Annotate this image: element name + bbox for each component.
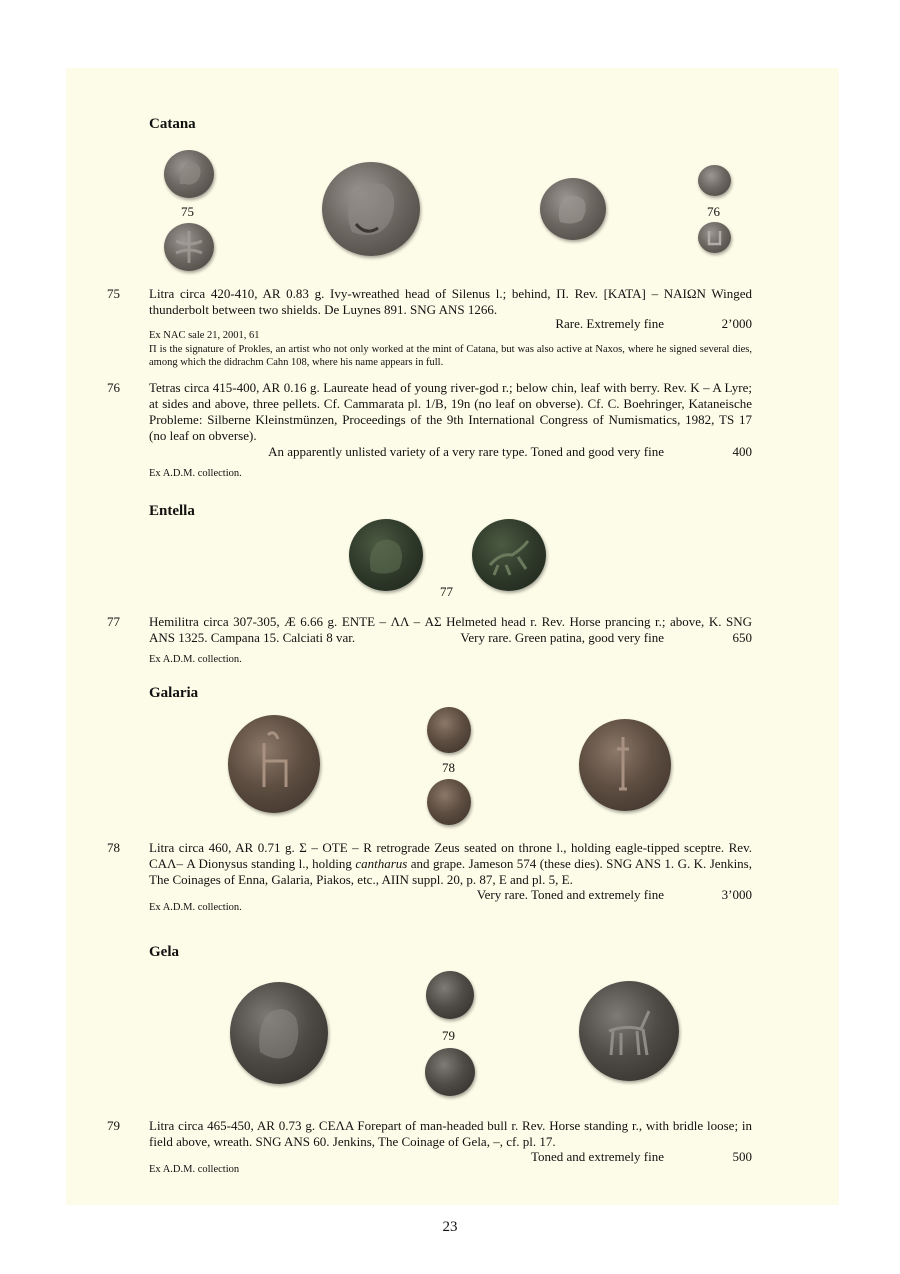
coin-75-obverse-image (164, 150, 214, 198)
page-number: 23 (442, 1219, 458, 1235)
coin-78-reverse-image (427, 779, 471, 825)
lot-description-text: Litra circa 460, AR 0.71 g. Σ – OTE – R retrograde Zeus seated on throne l., holding eagle-tipped sceptre. Rev. CAΛ– A Dionysus standing l., holding (149, 840, 752, 871)
coin-78-reverse-enlargement-image (579, 719, 671, 811)
coin-75-reverse-image (164, 223, 214, 271)
lot-description: Tetras circa 415-400, AR 0.16 g. Laureate head of young river-god r.; below chin, leaf with berry. Rev. K – A Lyre; at sides and above, three pellets. Cf. Cammarata pl. 1/B, 19n (no leaf on obverse). Cf. C. Boehringer, Kataneische Probleme: Silberne Kleinstmünzen, Proceedings of the 9th International Congress of Numismatics, 1982, TS 17 (no leaf on obverse). (149, 380, 752, 443)
lot-condition: Toned and extremely fine (530, 1149, 664, 1164)
coin-78-obverse-image (427, 707, 471, 753)
lot-provenance: Ex A.D.M. collection (149, 1164, 240, 1175)
section-heading-catana: Catana (149, 116, 196, 132)
section-heading-galaria: Galaria (149, 685, 199, 701)
lot-condition: An apparently unlisted variety of a very rare type. Toned and good very fine (268, 444, 664, 459)
lot-description: Litra circa 465-450, AR 0.73 g. CEΛA Forepart of man-headed bull r. Rev. Horse standing r., with bridle loose; in field above, wreath. SNG ANS 60. Jenkins, The Coinage of Gela, –, cf. pl. 17. (149, 1118, 752, 1149)
lot-number: 77 (107, 614, 120, 629)
coin-76-enlargement-image (540, 178, 606, 240)
lot-price: 400 (732, 444, 752, 459)
coin-76-reverse-image (698, 222, 731, 253)
lot-condition: Very rare. Green patina, good very fine (460, 630, 664, 645)
lot-number: 79 (107, 1118, 120, 1133)
coin-number-label: 77 (440, 584, 453, 599)
lot-provenance: Ex A.D.M. collection. (149, 654, 242, 665)
coin-77-reverse-image (472, 519, 546, 591)
lot-price: 3’000 (721, 887, 752, 902)
section-heading-gela: Gela (149, 944, 179, 960)
coin-75-enlargement-image (322, 162, 420, 256)
coin-77-obverse-image (349, 519, 423, 591)
lot-description: Litra circa 420-410, AR 0.83 g. Ivy-wreathed head of Silenus l.; behind, Π. Rev. [KATA] – NAIΩN Winged thunderbolt between two shields. De Luynes 891. SNG ANS 1266. (149, 286, 752, 317)
lot-condition: Very rare. Toned and extremely fine (476, 887, 664, 902)
coin-number-label: 79 (442, 1028, 455, 1043)
lot-price: 2’000 (721, 316, 752, 331)
coin-79-reverse-image (425, 1048, 475, 1096)
lot-number: 75 (107, 286, 120, 301)
lot-number: 76 (107, 380, 120, 395)
lot-description (149, 840, 752, 888)
coin-78-obverse-enlargement-image (228, 715, 320, 813)
coin-79-reverse-enlargement-image (579, 981, 679, 1081)
lot-note: Π is the signature of Prokles, an artist who not only worked at the mint of Catana, but was also active at Naxos, where he signed several dies, among which the didrachm Cahn 108, where his name appears in full. (149, 344, 752, 368)
coin-number-label: 75 (181, 204, 194, 219)
lot-price: 650 (732, 630, 752, 645)
lot-number: 78 (107, 840, 120, 855)
lot-condition: Rare. Extremely fine (555, 316, 664, 331)
coin-79-obverse-enlargement-image (230, 982, 328, 1084)
lot-description-italic-term: cantharus (355, 856, 408, 871)
lot-price: 500 (732, 1149, 752, 1164)
lot-provenance: Ex A.D.M. collection. (149, 902, 242, 913)
lot-price-line (149, 444, 752, 460)
coin-76-obverse-image (698, 165, 731, 196)
lot-provenance: Ex NAC sale 21, 2001, 61 (149, 330, 260, 341)
section-heading-entella: Entella (149, 503, 195, 519)
lot-provenance: Ex A.D.M. collection. (149, 468, 242, 479)
lot-description-text: Hemilitra circa 307-305, Æ 6.66 g. ENTE – ΛΛ – AΣ Helmeted head r. Rev. Horse prancing r.; above, K. SNG ANS 1325. Campana 15. Calciati 8 var. (149, 614, 752, 645)
coin-number-label: 78 (442, 760, 455, 775)
lot-price-line (149, 630, 752, 646)
coin-number-label: 76 (707, 204, 720, 219)
lot-description-text: and grape. Jameson 574 (these dies). SNG ANS 1. G. K. Jenkins, The Coinages of Enna, Galaria, Piakos, etc., AIIN suppl. 20, p. 87, E and pl. 5, E. (149, 856, 752, 887)
coin-79-obverse-image (426, 971, 474, 1019)
